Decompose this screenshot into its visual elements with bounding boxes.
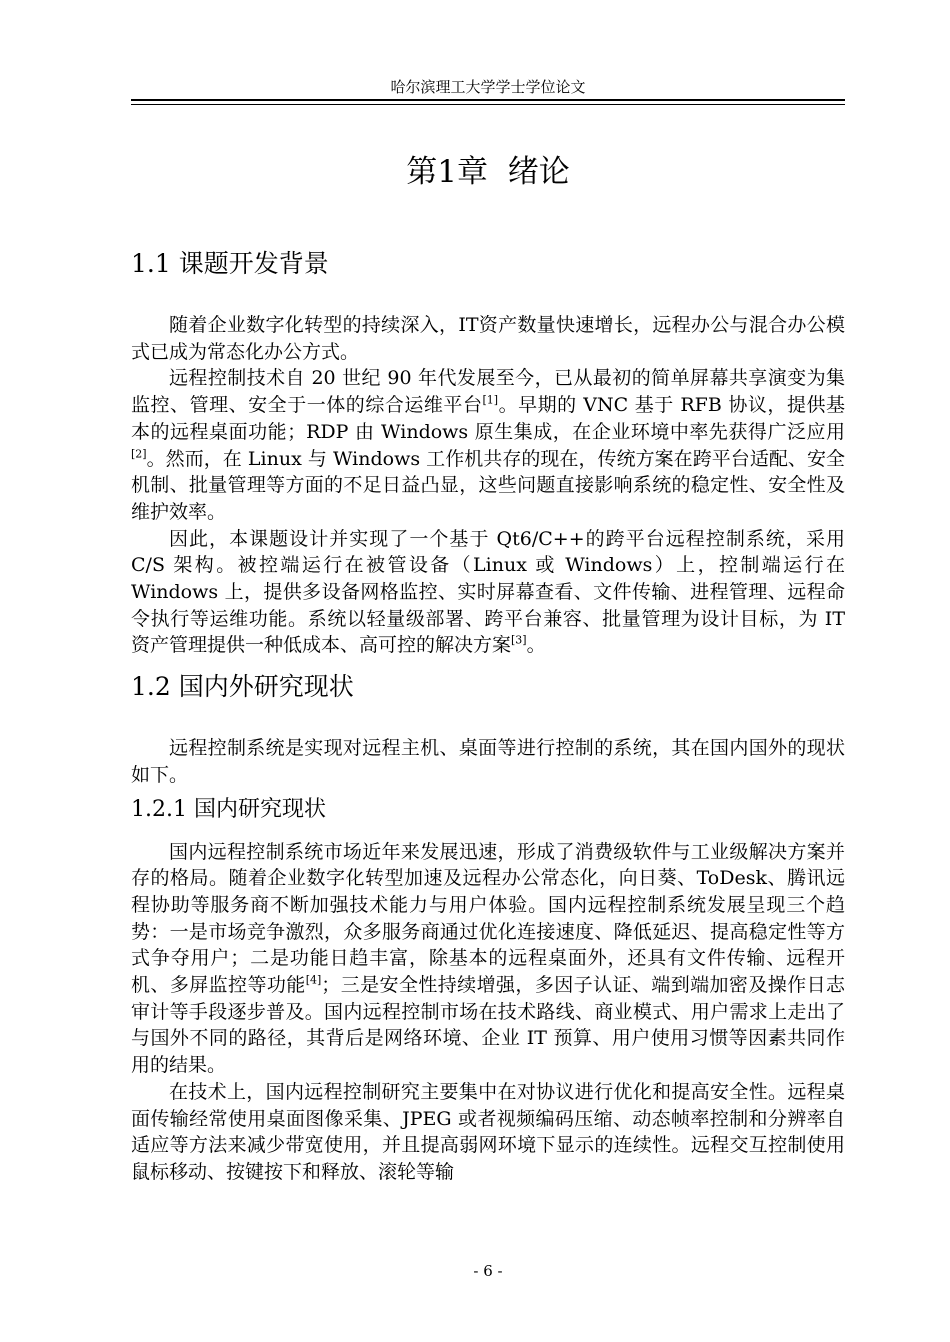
paragraph: 随着企业数字化转型的持续深入，IT资产数量快速增长，远程办公与混合办公模式已成为常态化办公方式。 bbox=[131, 314, 845, 363]
paragraph: 在技术上，国内远程控制研究主要集中在对协议进行优化和提高安全性。远程桌面传输经常使用桌面图像采集、JPEG 或者视频编码压缩、动态帧率控制和分辨率自适应等方法来减少带宽使用，并且提高弱网环境下显示的连续性。远程交互控制使用鼠标移动、按键按下和释放、滚轮等输 bbox=[131, 1080, 845, 1183]
paragraph: 远程控制系统是实现对远程主机、桌面等进行控制的系统，其在国内国外的现状如下。 bbox=[131, 737, 845, 786]
paragraph: 国内远程控制系统市场近年来发展迅速，形成了消费级软件与工业级解决方案并存的格局。随着企业数字化转型加速及远程办公常态化，向日葵、ToDesk、腾讯远程协助等服务商不断加强技术能力与用户体验。国内远程控制系统发展呈现三个趋势：一是市场竞争激烈，众多服务商通过优化连接速度、降低延迟、提高稳定性等方式争夺用户；二是功能日趋丰富，除基本的远程桌面外，还具有文件传输、远程开机、多屏监控等功能[4]；三是安全性持续增强，多因子认证、端到端加密及操作日志审计等手段逐步普及。国内远程控制市场在技术路线、商业模式、用户需求上走出了与国外不同的路径，其背后是网络环境、企业 IT 预算、用户使用习惯等因素共同作用的结果。 bbox=[131, 840, 845, 1077]
running-header: 哈尔滨理工大学学士学位论文 bbox=[390, 78, 586, 96]
header-rule-thick bbox=[131, 99, 845, 101]
subsection-heading-1-2-1: 1.2.1 国内研究现状 bbox=[131, 796, 326, 822]
section-heading-1-1: 1.1 课题开发背景 bbox=[131, 249, 329, 278]
page-number: - 6 - bbox=[473, 1262, 503, 1280]
chapter-title: 第1章 绪论 bbox=[406, 154, 570, 190]
paragraph: 远程控制技术自 20 世纪 90 年代发展至今，已从最初的简单屏幕共享演变为集监控、管理、安全于一体的综合运维平台[1]。早期的 VNC 基于 RFB 协议，提供基本的远程桌面功能；RDP 由 Windows 原生集成，在企业环境中率先获得广泛应用[2]。然而，在 Linux 与 Windows 工作机共存的现在，传统方案在跨平台适配、安全机制、批量管理等方面的不足日益凸显，这些问题直接影响系统的稳定性、安全性及维护效率。 bbox=[131, 367, 845, 523]
paragraph: 因此，本课题设计并实现了一个基于 Qt6/C++的跨平台远程控制系统，采用 C/S 架构。被控端运行在被管设备（Linux 或 Windows）上，控制端运行在 Windows 上，提供多设备网格监控、实时屏幕查看、文件传输、进程管理、远程命令执行等运维功能。系统以轻量级部署、跨平台兼容、批量管理为设计目标，为 IT 资产管理提供一种低成本、高可控的解决方案[3]。 bbox=[131, 527, 845, 657]
citation-marker: [4] bbox=[305, 973, 322, 987]
citation-marker: [1] bbox=[482, 393, 499, 407]
section-heading-1-2: 1.2 国内外研究现状 bbox=[131, 672, 354, 702]
citation-marker: [3] bbox=[511, 634, 527, 648]
citation-marker: [2] bbox=[131, 447, 147, 461]
page-body bbox=[131, 247, 845, 1186]
header-rule-thin bbox=[131, 104, 845, 105]
